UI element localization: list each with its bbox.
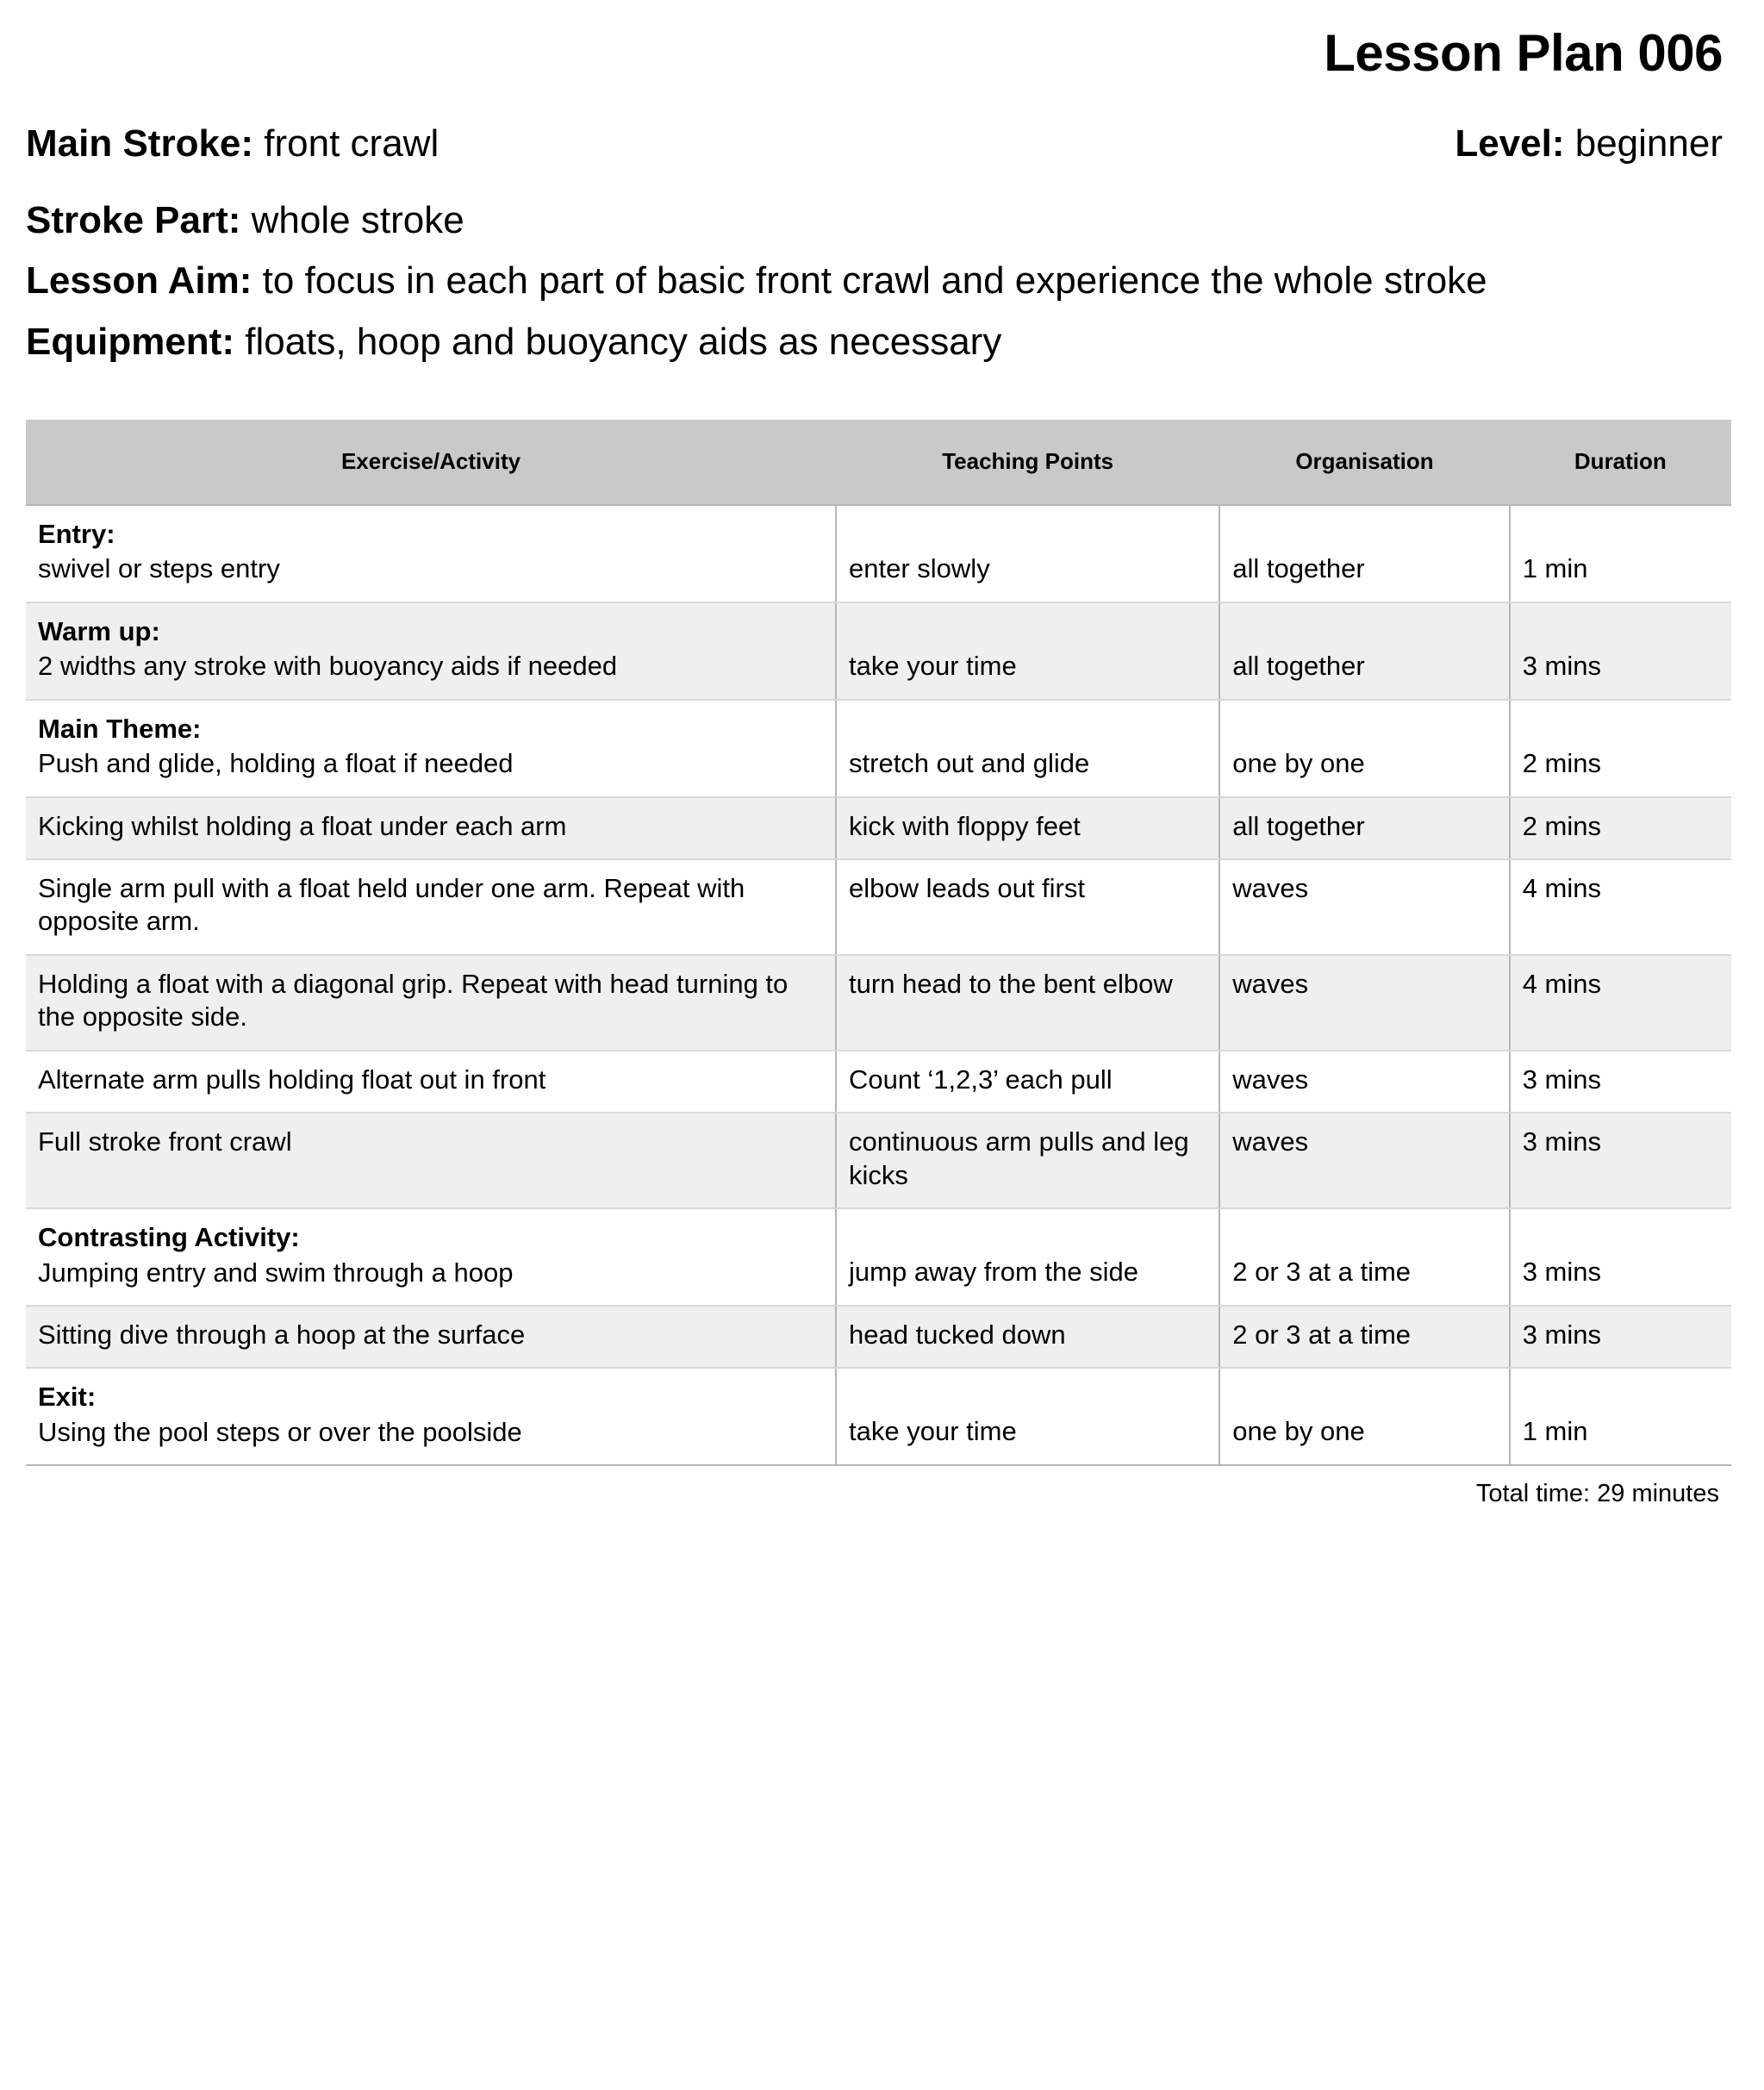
cell-teaching-points (836, 955, 1219, 1051)
cell-teaching-points (836, 505, 1219, 602)
cell-organisation-text: waves (1232, 873, 1309, 903)
cell-organisation-text: 2 or 3 at a time (1232, 1319, 1412, 1350)
table-header (26, 420, 1731, 505)
equipment-line (26, 318, 1723, 366)
cell-activity-text: Using the pool steps or over the poolside (38, 1416, 522, 1447)
cell-exercise-activity (26, 602, 836, 700)
cell-organisation-text: one by one (1232, 747, 1365, 778)
cell-teaching-points-text: turn head to the bent elbow (849, 968, 1173, 999)
cell-organisation (1219, 505, 1509, 602)
cell-exercise-activity (26, 1051, 836, 1113)
cell-organisation (1219, 859, 1509, 955)
cell-teaching-points-text: head tucked down (849, 1319, 1066, 1350)
table-row (26, 602, 1731, 700)
cell-exercise-activity (26, 505, 836, 602)
stroke-part-label: Stroke Part: (26, 199, 241, 241)
cell-activity-text: Kicking whilst holding a float under each arm (38, 810, 567, 841)
column-header-exercise: Exercise/Activity (26, 420, 836, 505)
lesson-aim-line (26, 257, 1723, 305)
cell-teaching-points (836, 1113, 1219, 1208)
cell-duration-text: 4 mins (1522, 873, 1602, 903)
cell-activity-text: Push and glide, holding a float if needed (38, 748, 514, 779)
level-line (1455, 120, 1723, 167)
table-row (26, 1368, 1731, 1465)
column-header-organisation: Organisation (1219, 420, 1509, 505)
lesson-aim-label: Lesson Aim: (26, 259, 252, 303)
cell-activity-text: Single arm pull with a float held under one arm. Repeat with opposite arm. (38, 873, 745, 937)
cell-duration (1510, 955, 1731, 1051)
cell-teaching-points-text: Count ‘1,2,3’ each pull (849, 1064, 1113, 1095)
cell-duration (1510, 1306, 1731, 1368)
cell-duration-text: 3 mins (1522, 1064, 1602, 1095)
level-label: Level: (1455, 122, 1565, 165)
cell-organisation-text: all together (1232, 552, 1365, 583)
table-header-row (26, 420, 1731, 505)
cell-organisation-text: waves (1232, 1126, 1309, 1157)
main-stroke-line (26, 120, 439, 167)
table-row (26, 1208, 1731, 1306)
cell-teaching-points-text: jump away from the side (849, 1257, 1138, 1288)
cell-activity-text: 2 widths any stroke with buoyancy aids if needed (38, 651, 618, 682)
cell-organisation-text: all together (1232, 810, 1365, 841)
cell-exercise-activity (26, 700, 836, 797)
cell-duration-text: 4 mins (1522, 968, 1602, 999)
cell-organisation (1219, 1051, 1509, 1113)
cell-duration (1510, 859, 1731, 955)
cell-activity-text: Holding a float with a diagonal grip. Repeat with head turning to the opposite side. (38, 968, 789, 1033)
cell-organisation-text: 2 or 3 at a time (1232, 1257, 1412, 1288)
cell-teaching-points (836, 797, 1219, 859)
table-row (26, 700, 1731, 797)
cell-exercise-activity (26, 1306, 836, 1368)
cell-section-heading: Exit: (38, 1382, 97, 1413)
stroke-part-line (26, 197, 1723, 245)
cell-teaching-points (836, 1208, 1219, 1306)
cell-duration (1510, 1368, 1731, 1465)
cell-duration-text: 3 mins (1522, 1126, 1602, 1157)
lesson-meta-block (21, 197, 1738, 366)
table-row (26, 955, 1731, 1051)
cell-teaching-points-text: enter slowly (849, 552, 990, 583)
cell-duration (1510, 602, 1731, 700)
cell-teaching-points-text: stretch out and glide (849, 747, 1090, 778)
cell-exercise-activity (26, 1368, 836, 1465)
cell-organisation (1219, 700, 1509, 797)
cell-organisation (1219, 1306, 1509, 1368)
cell-duration-text: 2 mins (1522, 747, 1602, 778)
cell-duration (1510, 1113, 1731, 1208)
equipment-label: Equipment: (26, 320, 234, 363)
table-row (26, 1051, 1731, 1113)
cell-teaching-points (836, 1306, 1219, 1368)
cell-organisation (1219, 602, 1509, 700)
table-row (26, 859, 1731, 955)
main-stroke-value: front crawl (264, 122, 439, 165)
cell-organisation-text: all together (1232, 650, 1365, 681)
cell-section-heading: Contrasting Activity: (38, 1222, 300, 1253)
main-stroke-label: Main Stroke: (26, 122, 254, 165)
table-row (26, 1113, 1731, 1208)
cell-organisation (1219, 955, 1509, 1051)
total-time: Total time: 29 minutes (1475, 1480, 1719, 1508)
cell-teaching-points-text: continuous arm pulls and leg kicks (849, 1126, 1189, 1190)
cell-duration (1510, 700, 1731, 797)
cell-organisation-text: one by one (1232, 1416, 1365, 1447)
cell-organisation-text: waves (1232, 1064, 1309, 1095)
cell-activity-text: Jumping entry and swim through a hoop (38, 1257, 514, 1288)
cell-teaching-points-text: elbow leads out first (849, 873, 1085, 903)
cell-teaching-points (836, 700, 1219, 797)
cell-teaching-points (836, 1368, 1219, 1465)
cell-duration (1510, 797, 1731, 859)
stroke-part-value: whole stroke (251, 199, 464, 241)
cell-organisation (1219, 797, 1509, 859)
cell-duration (1510, 505, 1731, 602)
cell-exercise-activity (26, 1208, 836, 1306)
cell-activity-text: Sitting dive through a hoop at the surface (38, 1319, 526, 1350)
stroke-level-row (21, 120, 1738, 167)
cell-organisation (1219, 1368, 1509, 1465)
cell-organisation (1219, 1208, 1509, 1306)
cell-duration-text: 1 min (1522, 1416, 1588, 1447)
cell-exercise-activity (26, 797, 836, 859)
cell-duration-text: 1 min (1522, 552, 1588, 583)
cell-exercise-activity (26, 859, 836, 955)
cell-teaching-points-text: take your time (849, 1416, 1017, 1447)
cell-duration (1510, 1051, 1731, 1113)
cell-teaching-points-text: kick with floppy feet (849, 810, 1081, 841)
cell-activity-text: Full stroke front crawl (38, 1126, 292, 1157)
lesson-table (26, 420, 1731, 1466)
cell-organisation-text: waves (1232, 968, 1309, 999)
cell-activity-text: Alternate arm pulls holding float out in front (38, 1064, 546, 1095)
cell-duration-text: 3 mins (1522, 1257, 1602, 1288)
level-value: beginner (1574, 122, 1723, 165)
table-row (26, 797, 1731, 859)
column-header-teaching-points: Teaching Points (836, 420, 1219, 505)
table-row (26, 505, 1731, 602)
cell-duration-text: 3 mins (1522, 1319, 1602, 1350)
cell-activity-text: swivel or steps entry (38, 553, 280, 584)
page-title: Lesson Plan 006 (1324, 24, 1723, 82)
cell-organisation (1219, 1113, 1509, 1208)
cell-duration-text: 2 mins (1522, 810, 1602, 841)
cell-section-heading: Main Theme: (38, 713, 202, 744)
cell-exercise-activity (26, 1113, 836, 1208)
cell-teaching-points (836, 1051, 1219, 1113)
lesson-table-wrap (21, 420, 1738, 1508)
cell-teaching-points-text: take your time (849, 650, 1017, 681)
cell-section-heading: Warm up: (38, 615, 160, 646)
cell-duration (1510, 1208, 1731, 1306)
lesson-aim-value: to focus in each part of basic front crawl and experience the whole stroke (262, 259, 1487, 303)
column-header-duration: Duration (1510, 420, 1731, 505)
table-body (26, 505, 1731, 1465)
cell-exercise-activity (26, 955, 836, 1051)
cell-section-heading: Entry: (38, 518, 115, 549)
equipment-value: floats, hoop and buoyancy aids as necessary (245, 320, 1002, 363)
cell-teaching-points (836, 602, 1219, 700)
table-row (26, 1306, 1731, 1368)
cell-teaching-points (836, 859, 1219, 955)
cell-duration-text: 3 mins (1522, 650, 1602, 681)
